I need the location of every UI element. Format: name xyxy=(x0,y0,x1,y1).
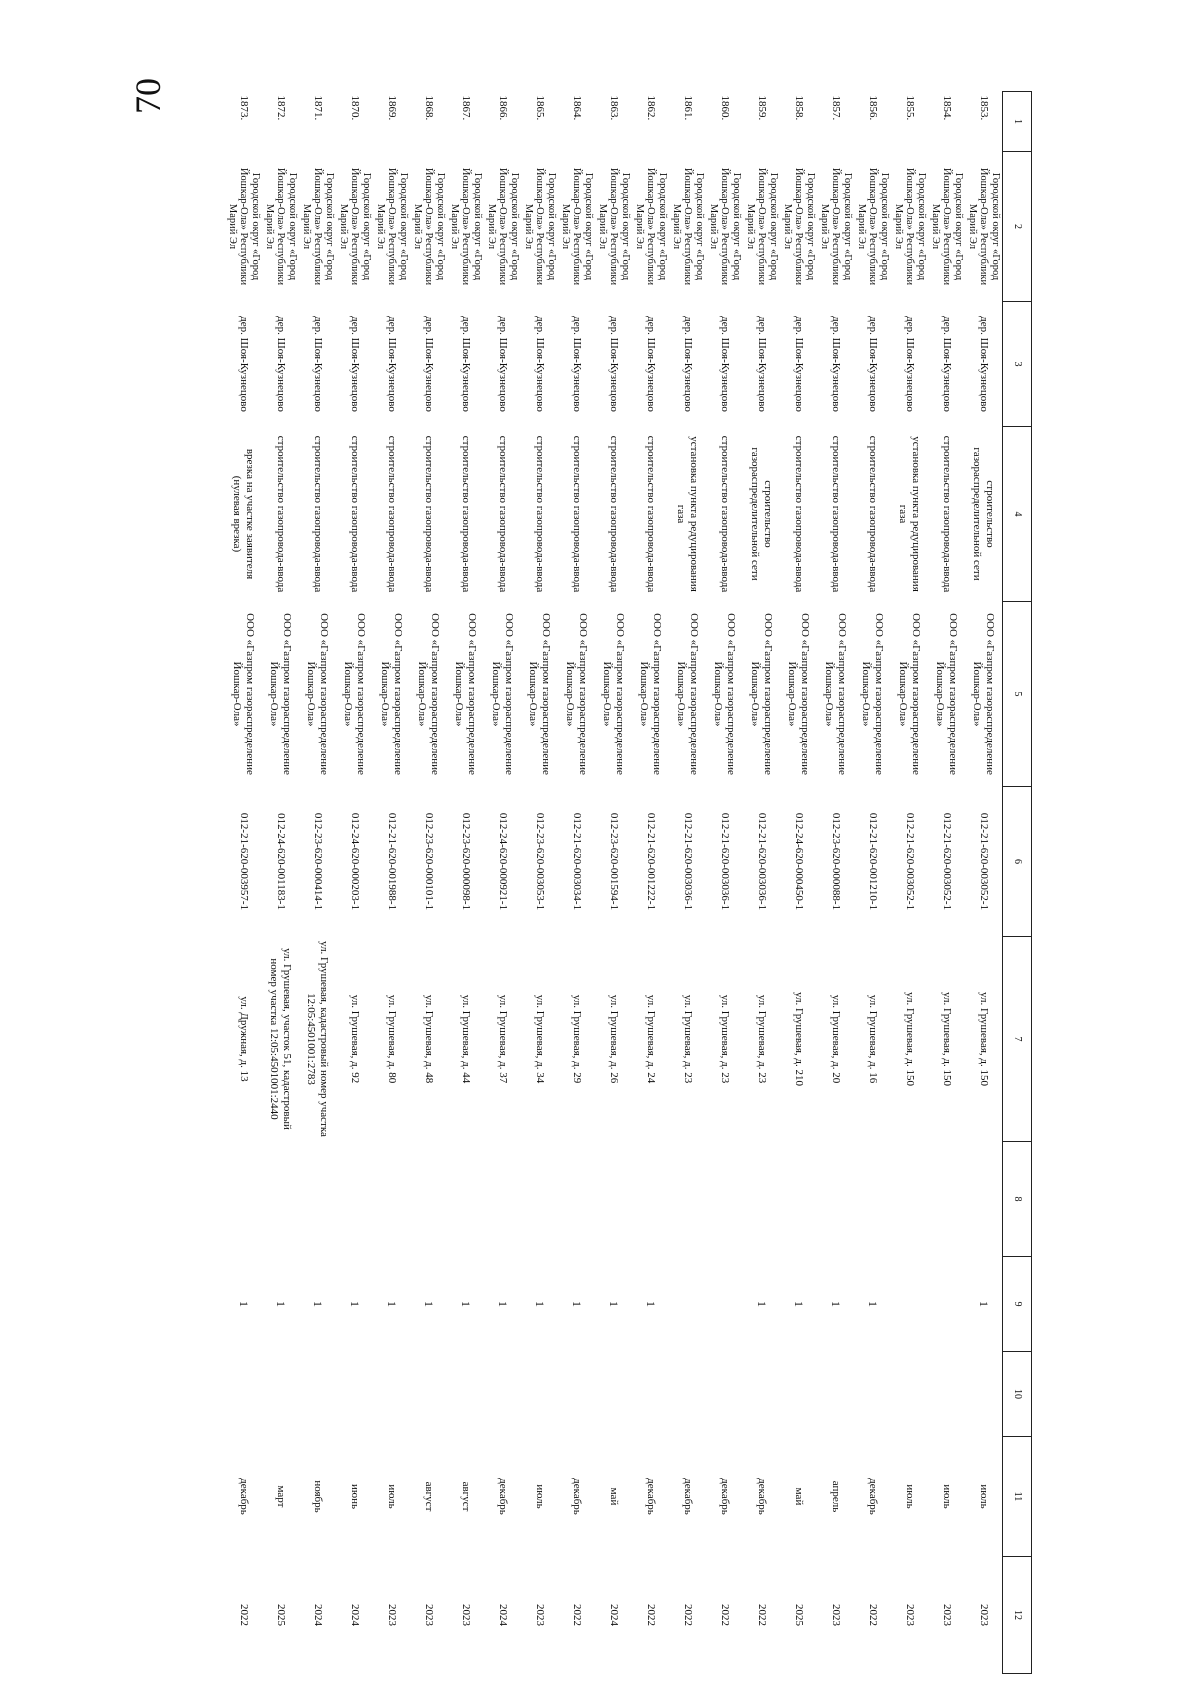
work-type-cell: строительство газопровода-ввода xyxy=(385,435,398,593)
year-cell: 2023 xyxy=(385,1604,398,1626)
column-10-cell xyxy=(780,1352,817,1437)
settlement-cell: дер. Шоя-Кузнецово xyxy=(940,316,953,412)
month-cell: август xyxy=(422,1481,435,1512)
address-cell: ул. Дружная, д. 13 xyxy=(237,996,250,1082)
year-cell: 2024 xyxy=(348,1604,361,1626)
month-cell: декабрь xyxy=(718,1478,731,1515)
address-cell: ул. Грушевая, д. 16 xyxy=(866,994,879,1084)
organization-cell: ООО «Газпром газораспределение Йошкар-Ола» xyxy=(971,613,996,775)
settlement-cell: дер. Шоя-Кузнецово xyxy=(718,316,731,412)
table-row xyxy=(410,92,447,1674)
address-cell: ул. Грушевая, д. 24 xyxy=(644,994,657,1084)
address-cell: ул. Грушевая, д. 23 xyxy=(718,994,731,1084)
year-cell: 2023 xyxy=(459,1604,472,1626)
month-cell: декабрь xyxy=(496,1478,509,1515)
work-type-cell: строительство газопровода-ввода xyxy=(422,435,435,593)
municipality-cell: Городской округ «Город Йошкар-Ола» Республики Марий Эл xyxy=(596,167,632,286)
year-cell: 2023 xyxy=(829,1604,842,1626)
year-cell: 2022 xyxy=(681,1604,694,1626)
municipality-cell: Городской округ «Город Йошкар-Ола» Республики Марий Эл xyxy=(892,167,928,286)
registry-code-cell: 012-21-620-003052-1 xyxy=(903,812,916,911)
registry-code-cell: 012-21-620-001210-1 xyxy=(866,812,879,911)
column-header-6: 6 xyxy=(1003,787,1032,937)
column-9-cell xyxy=(669,1257,706,1352)
column-10-cell xyxy=(558,1352,595,1437)
municipality-cell: Городской округ «Город Йошкар-Ола» Республики Марий Эл xyxy=(374,167,410,286)
municipality-cell: Городской округ «Город Йошкар-Ола» Республики Марий Эл xyxy=(966,167,1002,286)
address-cell: ул. Грушевая, кадастровый номер участка 12:05:4501001:2783 xyxy=(305,941,330,1137)
work-type-cell: строительство газопровода-ввода xyxy=(607,435,620,593)
year-cell: 2023 xyxy=(977,1604,990,1626)
organization-cell: ООО «Газпром газораспределение Йошкар-Ола» xyxy=(860,613,885,775)
municipality-cell: Городской округ «Город Йошкар-Ола» Республики Марий Эл xyxy=(929,167,965,286)
column-8-cell xyxy=(299,1142,336,1257)
row-number-cell: 1871. xyxy=(311,95,324,121)
column-8-cell xyxy=(891,1142,928,1257)
column-8-cell xyxy=(447,1142,484,1257)
table-row xyxy=(891,92,928,1674)
address-cell: ул. Грушевая, д. 34 xyxy=(533,994,546,1084)
registry-code-cell: 012-21-620-003036-1 xyxy=(718,812,731,911)
column-8-cell xyxy=(632,1142,669,1257)
column-10-cell xyxy=(817,1352,854,1437)
settlement-cell: дер. Шоя-Кузнецово xyxy=(977,316,990,412)
address-cell: ул. Грушевая, д. 150 xyxy=(977,992,990,1086)
row-number-cell: 1860. xyxy=(718,95,731,121)
address-cell: ул. Грушевая, д. 37 xyxy=(496,994,509,1084)
row-number-cell: 1855. xyxy=(903,95,916,121)
year-cell: 2022 xyxy=(755,1604,768,1626)
settlement-cell: дер. Шоя-Кузнецово xyxy=(903,316,916,412)
table-row xyxy=(299,92,336,1674)
organization-cell: ООО «Газпром газораспределение Йошкар-Ола» xyxy=(342,613,367,775)
row-number-cell: 1873. xyxy=(237,95,250,121)
work-type-cell: строительство газопровода-ввода xyxy=(274,435,287,593)
row-number-cell: 1865. xyxy=(533,95,546,121)
address-cell: ул. Грушевая, д. 23 xyxy=(755,994,768,1084)
column-10-cell xyxy=(595,1352,632,1437)
address-cell: ул. Грушевая, д. 150 xyxy=(903,992,916,1086)
month-cell: июль xyxy=(533,1484,546,1509)
column-9-cell: 1 xyxy=(792,1301,807,1307)
table-row xyxy=(521,92,558,1674)
column-8-cell xyxy=(521,1142,558,1257)
month-cell: июнь xyxy=(348,1483,361,1509)
settlement-cell: дер. Шоя-Кузнецово xyxy=(829,316,842,412)
municipality-cell: Городской округ «Город Йошкар-Ола» Республики Марий Эл xyxy=(855,167,891,286)
settlement-cell: дер. Шоя-Кузнецово xyxy=(311,316,324,412)
municipality-cell: Городской округ «Город Йошкар-Ола» Республики Марий Эл xyxy=(781,167,817,286)
column-10-cell xyxy=(891,1352,928,1437)
row-number-cell: 1866. xyxy=(496,95,509,121)
address-cell: ул. Грушевая, д. 23 xyxy=(681,994,694,1084)
column-8-cell xyxy=(225,1142,262,1257)
organization-cell: ООО «Газпром газораспределение Йошкар-Ола» xyxy=(934,613,959,775)
table-row xyxy=(484,92,521,1674)
municipality-cell: Городской округ «Город Йошкар-Ола» Республики Марий Эл xyxy=(707,167,743,286)
row-number-cell: 1863. xyxy=(607,95,620,121)
municipality-cell: Городской округ «Город Йошкар-Ола» Республики Марий Эл xyxy=(744,167,780,286)
registry-code-cell: 012-24-620-001183-1 xyxy=(274,813,287,910)
organization-cell: ООО «Газпром газораспределение Йошкар-Ола» xyxy=(638,613,663,775)
table-row xyxy=(262,92,299,1674)
column-8-cell xyxy=(262,1142,299,1257)
work-type-cell: установка пункта редуцирования газа xyxy=(897,436,922,592)
organization-cell: ООО «Газпром газораспределение Йошкар-Ола» xyxy=(305,613,330,775)
registry-code-cell: 012-21-620-003052-1 xyxy=(977,812,990,911)
register-table xyxy=(225,91,1032,1674)
settlement-cell: дер. Шоя-Кузнецово xyxy=(422,316,435,412)
work-type-cell: строительство газопровода-ввода xyxy=(459,435,472,593)
column-10-cell xyxy=(706,1352,743,1437)
municipality-cell: Городской округ «Город Йошкар-Ола» Республики Марий Эл xyxy=(411,167,447,286)
settlement-cell: дер. Шоя-Кузнецово xyxy=(348,316,361,412)
column-10-cell xyxy=(410,1352,447,1437)
organization-cell: ООО «Газпром газораспределение Йошкар-Ола» xyxy=(675,613,700,775)
row-number-cell: 1853. xyxy=(977,95,990,121)
municipality-cell: Городской округ «Город Йошкар-Ола» Республики Марий Эл xyxy=(263,167,299,286)
row-number-cell: 1857. xyxy=(829,95,842,121)
registry-code-cell: 012-21-620-001988-1 xyxy=(385,812,398,911)
year-cell: 2024 xyxy=(607,1604,620,1626)
row-number-cell: 1870. xyxy=(348,95,361,121)
row-number-cell: 1868. xyxy=(422,95,435,121)
settlement-cell: дер. Шоя-Кузнецово xyxy=(644,316,657,412)
column-9-cell: 1 xyxy=(829,1301,844,1307)
organization-cell: ООО «Газпром газораспределение Йошкар-Ола» xyxy=(527,613,552,775)
column-header-10: 10 xyxy=(1003,1352,1032,1437)
column-9-cell: 1 xyxy=(385,1301,400,1307)
row-number-cell: 1867. xyxy=(459,95,472,121)
organization-cell: ООО «Газпром газораспределение Йошкар-Ола» xyxy=(749,613,774,775)
table-row xyxy=(373,92,410,1674)
organization-cell: ООО «Газпром газораспределение Йошкар-Ола» xyxy=(564,613,589,775)
column-8-cell xyxy=(484,1142,521,1257)
page-number: 70 xyxy=(128,78,168,114)
column-8-cell xyxy=(558,1142,595,1257)
column-10-cell xyxy=(854,1352,891,1437)
row-number-cell: 1861. xyxy=(681,95,694,121)
column-9-cell: 1 xyxy=(607,1301,622,1307)
settlement-cell: дер. Шоя-Кузнецово xyxy=(755,316,768,412)
column-10-cell xyxy=(225,1352,262,1437)
work-type-cell: строительство газопровода-ввода xyxy=(570,435,583,593)
table-row xyxy=(706,92,743,1674)
column-header-9: 9 xyxy=(1003,1257,1032,1352)
column-10-cell xyxy=(743,1352,780,1437)
work-type-cell: врезка на участке заявителя (нулевая врезка) xyxy=(231,448,256,580)
column-9-cell: 1 xyxy=(644,1301,659,1307)
work-type-cell: строительство газопровода-ввода xyxy=(533,435,546,593)
column-9-cell: 1 xyxy=(459,1301,474,1307)
address-cell: ул. Грушевая, д. 29 xyxy=(570,994,583,1084)
municipality-cell: Городской округ «Город Йошкар-Ола» Республики Марий Эл xyxy=(559,167,595,286)
month-cell: декабрь xyxy=(570,1478,583,1515)
column-header-4: 4 xyxy=(1003,427,1032,602)
header-row xyxy=(1003,92,1032,1674)
column-header-2: 2 xyxy=(1003,152,1032,302)
month-cell: ноябрь xyxy=(311,1480,324,1513)
column-9-cell xyxy=(706,1257,743,1352)
column-9-cell xyxy=(891,1257,928,1352)
column-10-cell xyxy=(965,1352,1003,1437)
table-row xyxy=(558,92,595,1674)
month-cell: декабрь xyxy=(681,1478,694,1515)
month-cell: декабрь xyxy=(237,1478,250,1515)
address-cell: ул. Грушевая, д. 150 xyxy=(940,992,953,1086)
year-cell: 2022 xyxy=(644,1604,657,1626)
table-row xyxy=(965,92,1003,1674)
registry-code-cell: 012-21-620-001222-1 xyxy=(644,812,657,911)
table-row xyxy=(447,92,484,1674)
organization-cell: ООО «Газпром газораспределение Йошкар-Ола» xyxy=(786,613,811,775)
column-8-cell xyxy=(743,1142,780,1257)
month-cell: июль xyxy=(903,1484,916,1509)
column-8-cell xyxy=(669,1142,706,1257)
column-9-cell: 1 xyxy=(311,1301,326,1307)
row-number-cell: 1856. xyxy=(866,95,879,121)
column-9-cell: 1 xyxy=(496,1301,511,1307)
registry-code-cell: 012-23-620-001594-1 xyxy=(607,812,620,911)
registry-code-cell: 012-21-620-003036-1 xyxy=(755,812,768,911)
address-cell: ул. Грушевая, д. 210 xyxy=(792,992,805,1086)
column-10-cell xyxy=(928,1352,965,1437)
column-10-cell xyxy=(521,1352,558,1437)
registry-code-cell: 012-23-620-000414-1 xyxy=(311,812,324,911)
column-9-cell: 1 xyxy=(570,1301,585,1307)
registry-code-cell: 012-21-620-003957-1 xyxy=(237,812,250,911)
column-10-cell xyxy=(632,1352,669,1437)
column-10-cell xyxy=(373,1352,410,1437)
organization-cell: ООО «Газпром газораспределение Йошкар-Ола» xyxy=(453,613,478,775)
work-type-cell: строительство газопровода-ввода xyxy=(829,435,842,593)
organization-cell: ООО «Газпром газораспределение Йошкар-Ола» xyxy=(897,613,922,775)
work-type-cell: строительство газопровода-ввода xyxy=(866,435,879,593)
column-10-cell xyxy=(669,1352,706,1437)
registry-code-cell: 012-21-620-003034-1 xyxy=(570,812,583,911)
table-row xyxy=(743,92,780,1674)
work-type-cell: строительство газопровода-ввода xyxy=(311,435,324,593)
year-cell: 2023 xyxy=(422,1604,435,1626)
rotated-table-wrapper xyxy=(197,91,1032,1673)
address-cell: ул. Грушевая, участок 51, кадастровый номер участка 12:05:4501001:2440 xyxy=(268,948,293,1130)
column-header-1: 1 xyxy=(1003,92,1032,152)
row-number-cell: 1869. xyxy=(385,95,398,121)
address-cell: ул. Грушевая, д. 48 xyxy=(422,994,435,1084)
table-row xyxy=(225,92,262,1674)
column-header-5: 5 xyxy=(1003,602,1032,787)
registry-code-cell: 012-21-620-003052-1 xyxy=(940,812,953,911)
municipality-cell: Городской округ «Город Йошкар-Ола» Республики Марий Эл xyxy=(670,167,706,286)
column-8-cell xyxy=(373,1142,410,1257)
month-cell: июль xyxy=(385,1484,398,1509)
column-9-cell: 1 xyxy=(755,1301,770,1307)
column-8-cell xyxy=(336,1142,373,1257)
work-type-cell: строительство газораспределительной сети xyxy=(749,447,774,581)
row-number-cell: 1859. xyxy=(755,95,768,121)
month-cell: декабрь xyxy=(866,1478,879,1515)
organization-cell: ООО «Газпром газораспределение Йошкар-Ола» xyxy=(823,613,848,775)
settlement-cell: дер. Шоя-Кузнецово xyxy=(681,316,694,412)
settlement-cell: дер. Шоя-Кузнецово xyxy=(385,316,398,412)
address-cell: ул. Грушевая, д. 26 xyxy=(607,994,620,1084)
column-9-cell: 1 xyxy=(533,1301,548,1307)
municipality-cell: Городской округ «Город Йошкар-Ола» Республики Марий Эл xyxy=(226,167,262,286)
column-8-cell xyxy=(928,1142,965,1257)
column-8-cell xyxy=(410,1142,447,1257)
table-row xyxy=(336,92,373,1674)
settlement-cell: дер. Шоя-Кузнецово xyxy=(866,316,879,412)
settlement-cell: дер. Шоя-Кузнецово xyxy=(459,316,472,412)
column-9-cell: 1 xyxy=(348,1301,363,1307)
column-8-cell xyxy=(780,1142,817,1257)
table-body xyxy=(225,92,1003,1674)
year-cell: 2022 xyxy=(237,1604,250,1626)
row-number-cell: 1864. xyxy=(570,95,583,121)
work-type-cell: строительство газопровода-ввода xyxy=(940,435,953,593)
address-cell: ул. Грушевая, д. 20 xyxy=(829,994,842,1084)
row-number-cell: 1872. xyxy=(274,95,287,121)
row-number-cell: 1854. xyxy=(940,95,953,121)
organization-cell: ООО «Газпром газораспределение Йошкар-Ола» xyxy=(231,613,256,775)
municipality-cell: Городской округ «Город Йошкар-Ола» Республики Марий Эл xyxy=(633,167,669,286)
column-header-7: 7 xyxy=(1003,937,1032,1142)
column-10-cell xyxy=(336,1352,373,1437)
column-header-8: 8 xyxy=(1003,1142,1032,1257)
registry-code-cell: 012-23-620-000088-1 xyxy=(829,812,842,911)
work-type-cell: строительство газораспределительной сети xyxy=(971,447,996,581)
month-cell: апрель xyxy=(829,1480,842,1513)
column-8-cell xyxy=(706,1142,743,1257)
organization-cell: ООО «Газпром газораспределение Йошкар-Ола» xyxy=(601,613,626,775)
municipality-cell: Городской округ «Город Йошкар-Ола» Республики Марий Эл xyxy=(337,167,373,286)
table-row xyxy=(595,92,632,1674)
column-9-cell: 1 xyxy=(237,1301,252,1307)
year-cell: 2022 xyxy=(866,1604,879,1626)
column-10-cell xyxy=(262,1352,299,1437)
column-9-cell xyxy=(928,1257,965,1352)
settlement-cell: дер. Шоя-Кузнецово xyxy=(533,316,546,412)
year-cell: 2023 xyxy=(903,1604,916,1626)
settlement-cell: дер. Шоя-Кузнецово xyxy=(607,316,620,412)
address-cell: ул. Грушевая, д. 44 xyxy=(459,994,472,1084)
registry-code-cell: 012-23-620-000098-1 xyxy=(459,812,472,911)
year-cell: 2023 xyxy=(533,1604,546,1626)
registry-code-cell: 012-23-620-003053-1 xyxy=(533,812,546,911)
address-cell: ул. Грушевая, д. 92 xyxy=(348,994,361,1084)
year-cell: 2023 xyxy=(940,1604,953,1626)
month-cell: декабрь xyxy=(644,1478,657,1515)
table-row xyxy=(928,92,965,1674)
column-10-cell xyxy=(299,1352,336,1437)
table-row xyxy=(780,92,817,1674)
year-cell: 2024 xyxy=(496,1604,509,1626)
work-type-cell: установка пункта редуцирования газа xyxy=(675,436,700,592)
table-row xyxy=(817,92,854,1674)
table-row xyxy=(632,92,669,1674)
column-header-3: 3 xyxy=(1003,302,1032,427)
settlement-cell: дер. Шоя-Кузнецово xyxy=(237,316,250,412)
organization-cell: ООО «Газпром газораспределение Йошкар-Ола» xyxy=(268,613,293,775)
settlement-cell: дер. Шоя-Кузнецово xyxy=(274,316,287,412)
column-9-cell: 1 xyxy=(422,1301,437,1307)
year-cell: 2025 xyxy=(792,1604,805,1626)
municipality-cell: Городской округ «Город Йошкар-Ола» Республики Марий Эл xyxy=(300,167,336,286)
work-type-cell: строительство газопровода-ввода xyxy=(496,435,509,593)
work-type-cell: строительство газопровода-ввода xyxy=(348,435,361,593)
column-8-cell xyxy=(817,1142,854,1257)
column-8-cell xyxy=(595,1142,632,1257)
registry-code-cell: 012-23-620-000101-1 xyxy=(422,812,435,911)
organization-cell: ООО «Газпром газораспределение Йошкар-Ола» xyxy=(379,613,404,775)
organization-cell: ООО «Газпром газораспределение Йошкар-Ола» xyxy=(712,613,737,775)
column-header-12: 12 xyxy=(1003,1557,1032,1674)
registry-code-cell: 012-21-620-003036-1 xyxy=(681,812,694,911)
organization-cell: ООО «Газпром газораспределение Йошкар-Ола» xyxy=(416,613,441,775)
work-type-cell: строительство газопровода-ввода xyxy=(792,435,805,593)
work-type-cell: строительство газопровода-ввода xyxy=(718,435,731,593)
month-cell: декабрь xyxy=(755,1478,768,1515)
column-8-cell xyxy=(854,1142,891,1257)
registry-code-cell: 012-24-620-000203-1 xyxy=(348,812,361,911)
column-10-cell xyxy=(484,1352,521,1437)
month-cell: август xyxy=(459,1481,472,1512)
month-cell: май xyxy=(607,1487,620,1506)
settlement-cell: дер. Шоя-Кузнецово xyxy=(570,316,583,412)
year-cell: 2022 xyxy=(718,1604,731,1626)
row-number-cell: 1858. xyxy=(792,95,805,121)
municipality-cell: Городской округ «Город Йошкар-Ола» Республики Марий Эл xyxy=(818,167,854,286)
month-cell: июль xyxy=(977,1484,990,1509)
month-cell: июль xyxy=(940,1484,953,1509)
table-row xyxy=(854,92,891,1674)
address-cell: ул. Грушевая, д. 80 xyxy=(385,994,398,1084)
organization-cell: ООО «Газпром газораспределение Йошкар-Ола» xyxy=(490,613,515,775)
column-9-cell: 1 xyxy=(274,1301,289,1307)
year-cell: 2025 xyxy=(274,1604,287,1626)
municipality-cell: Городской округ «Город Йошкар-Ола» Республики Марий Эл xyxy=(485,167,521,286)
year-cell: 2024 xyxy=(311,1604,324,1626)
month-cell: май xyxy=(792,1487,805,1506)
municipality-cell: Городской округ «Город Йошкар-Ола» Республики Марий Эл xyxy=(522,167,558,286)
column-9-cell: 1 xyxy=(866,1301,881,1307)
registry-code-cell: 012-24-620-000921-1 xyxy=(496,812,509,911)
registry-code-cell: 012-24-620-000450-1 xyxy=(792,812,805,911)
municipality-cell: Городской округ «Город Йошкар-Ола» Республики Марий Эл xyxy=(448,167,484,286)
row-number-cell: 1862. xyxy=(644,95,657,121)
settlement-cell: дер. Шоя-Кузнецово xyxy=(496,316,509,412)
month-cell: март xyxy=(274,1485,287,1508)
column-10-cell xyxy=(447,1352,484,1437)
year-cell: 2022 xyxy=(570,1604,583,1626)
settlement-cell: дер. Шоя-Кузнецово xyxy=(792,316,805,412)
column-9-cell: 1 xyxy=(977,1301,992,1307)
table-row xyxy=(669,92,706,1674)
column-8-cell xyxy=(965,1142,1003,1257)
work-type-cell: строительство газопровода-ввода xyxy=(644,435,657,593)
column-header-11: 11 xyxy=(1003,1437,1032,1557)
